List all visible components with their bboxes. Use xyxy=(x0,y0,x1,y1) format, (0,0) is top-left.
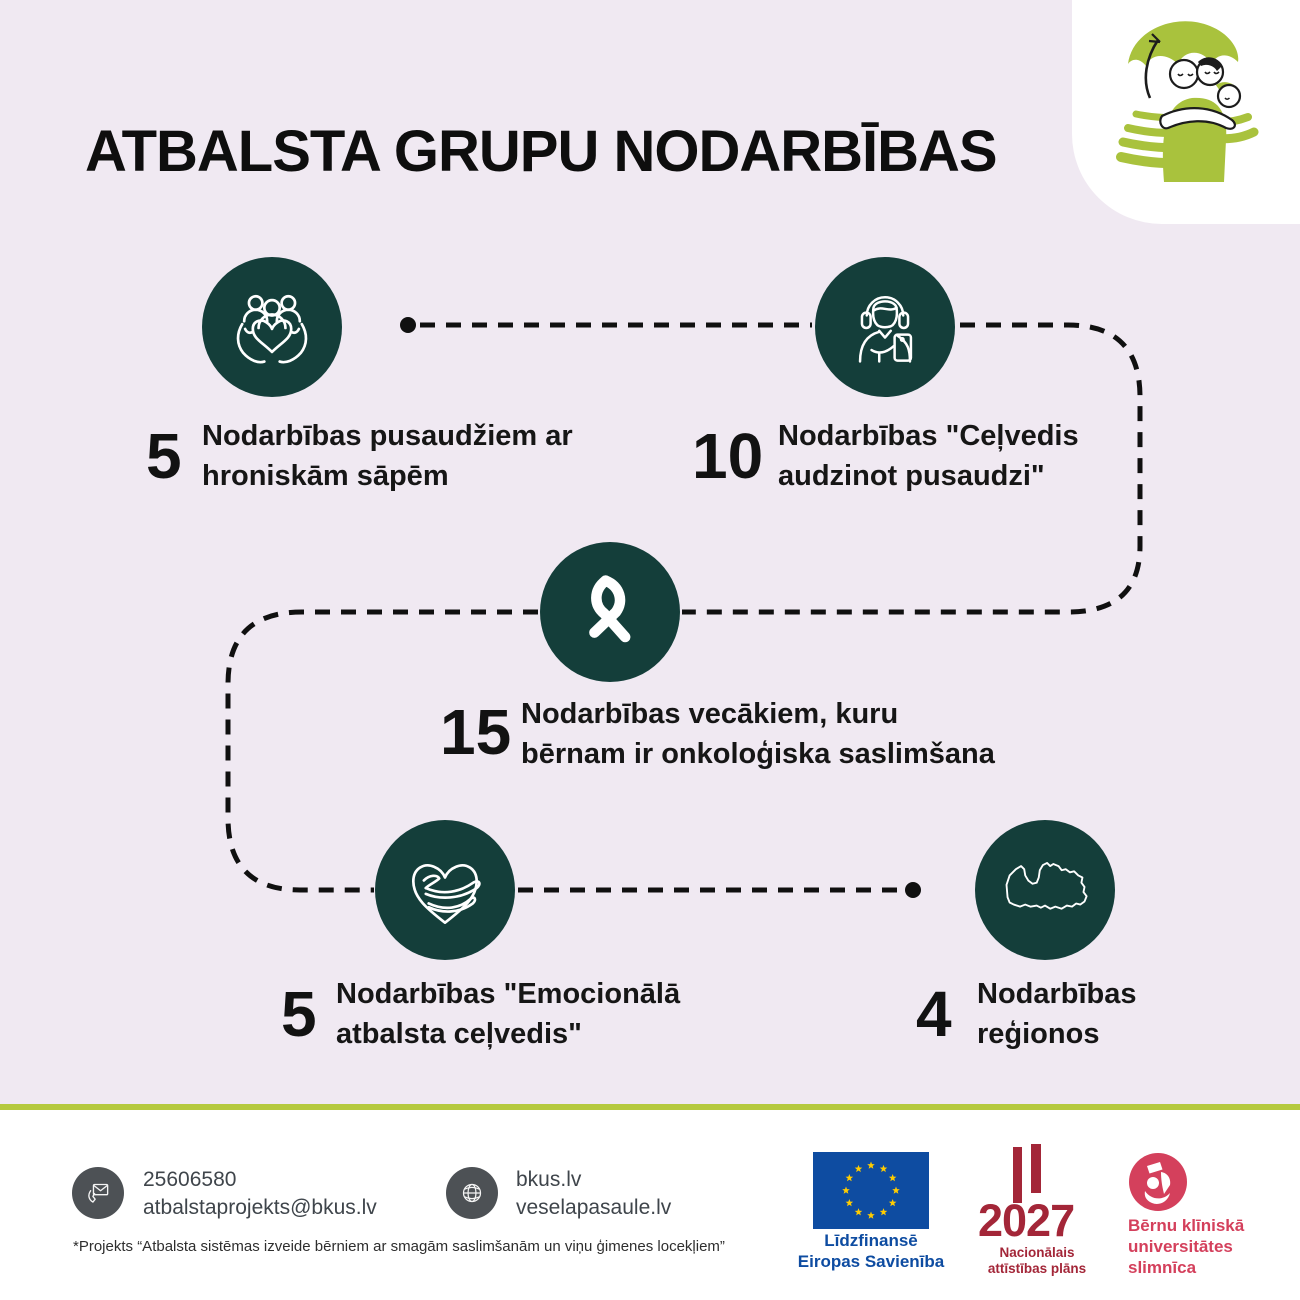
contact-phone-email xyxy=(143,1166,377,1222)
item-count-3: 15 xyxy=(440,696,512,768)
family-under-umbrella-logo-icon xyxy=(1106,0,1266,185)
connector-start-dot xyxy=(400,317,416,333)
email-address: atbalstaprojekts@bkus.lv xyxy=(143,1196,377,1219)
item-count-2: 10 xyxy=(692,420,764,492)
item-label-2: Nodarbības "Ceļvedis audzinot pusaudzi" xyxy=(778,420,1079,492)
eu-caption: Līdzfinansē Eiropas Savienība xyxy=(797,1231,945,1271)
project-footnote: *Projekts “Atbalsta sistēmas izveide bērniem ar smagām saslimšanām un viņu ģimenes locekļiem” xyxy=(73,1238,725,1255)
connector-end-dot xyxy=(905,882,921,898)
node-emotional-guide xyxy=(375,820,515,960)
phone-mail-icon xyxy=(81,1176,115,1210)
item-count-1: 5 xyxy=(146,420,182,492)
website-1: bkus.lv xyxy=(516,1168,582,1191)
bkus-hospital-logo xyxy=(1128,1152,1188,1217)
phone-number: 25606580 xyxy=(143,1168,237,1191)
bkus-nurse-logo-icon xyxy=(1128,1152,1188,1212)
eu-cofinancing-logo xyxy=(813,1152,929,1234)
phone-contact-badge xyxy=(72,1167,124,1219)
node-guide-teenager xyxy=(815,257,955,397)
page-title: ATBALSTA GRUPU NODARBĪBAS xyxy=(85,119,997,184)
globe-icon xyxy=(455,1176,489,1210)
awareness-ribbon-icon xyxy=(562,564,658,660)
latvia-map-icon xyxy=(993,838,1097,942)
item-label-1: Nodarbības pusaudžiem ar hroniskām sāpēm xyxy=(202,420,573,492)
node-regions xyxy=(975,820,1115,960)
eu-flag-icon xyxy=(813,1152,929,1229)
item-label-5: Nodarbības reģionos xyxy=(977,978,1137,1050)
item-count-5: 4 xyxy=(916,978,952,1050)
item-label-3: Nodarbības vecākiem, kuru bērnam ir onkoloģiska saslimšana xyxy=(521,698,995,770)
headset-support-icon xyxy=(837,279,933,375)
heart-hug-icon xyxy=(397,842,493,938)
nap-year: 2027 xyxy=(978,1195,1075,1246)
contact-websites xyxy=(516,1166,671,1222)
item-label-4: Nodarbības "Emocionālā atbalsta ceļvedis" xyxy=(336,978,681,1050)
logo-card xyxy=(1072,0,1300,224)
family-heart-hands-icon xyxy=(224,279,320,375)
web-contact-badge xyxy=(446,1167,498,1219)
bkus-caption: Bērnu klīniskā universitātes slimnīca xyxy=(1128,1216,1245,1277)
item-count-4: 5 xyxy=(281,978,317,1050)
website-2: veselapasaule.lv xyxy=(516,1196,672,1219)
node-chronic-pain xyxy=(202,257,342,397)
nap-caption: Nacionālais attīstības plāns xyxy=(987,1245,1087,1276)
nap-bars-icon xyxy=(1031,1144,1041,1193)
node-oncology xyxy=(540,542,680,682)
